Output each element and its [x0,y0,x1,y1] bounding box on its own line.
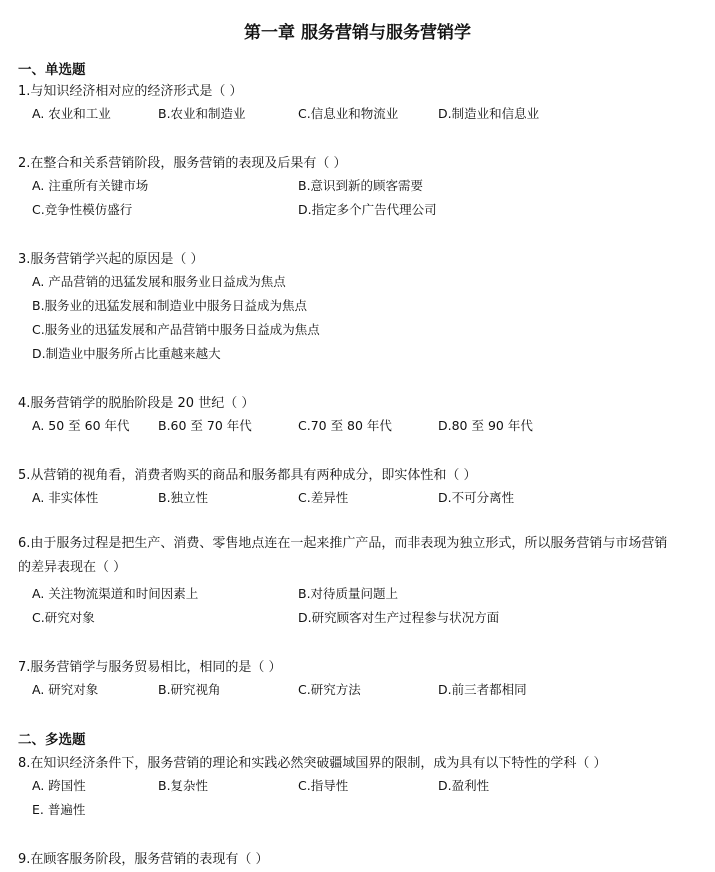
section-heading-multiple-choice: 二、多选题 [18,732,86,748]
question-7-option-d: D.前三者都相同 [438,682,527,697]
question-5-option-b: B.独立性 [158,490,209,505]
question-2: 2.在整合和关系营销阶段，服务营销的表现及后果有（ ） [18,156,347,171]
question-5-option-a: A. 非实体性 [32,490,99,505]
question-8-option-e: E. 普遍性 [32,802,86,817]
question-4-option-b: B.60 至 70 年代 [158,418,252,433]
question-5-option-d: D.不可分离性 [438,490,515,505]
question-3-option-c: C.服务业的迅猛发展和产品营销中服务日益成为焦点 [32,322,320,337]
question-1-option-d: D.制造业和信息业 [438,106,540,121]
question-8-option-c: C.指导性 [298,778,349,793]
question-2-option-b: B.意识到新的顾客需要 [298,178,424,193]
question-2-option-c: C.竞争性模仿盛行 [32,202,133,217]
question-8-option-d: D.盈利性 [438,778,490,793]
question-1-option-a: A. 农业和工业 [32,106,111,121]
question-1-option-c: C.信息业和物流业 [298,106,399,121]
question-5-option-c: C.差异性 [298,490,349,505]
question-4-option-a: A. 50 至 60 年代 [32,418,130,433]
chapter-title: 第一章 服务营销与服务营销学 [244,23,471,43]
question-6-option-b: B.对待质量问题上 [298,586,399,601]
question-7: 7.服务营销学与服务贸易相比，相同的是（ ） [18,660,282,675]
question-2-option-a: A. 注重所有关键市场 [32,178,149,193]
question-6-option-d: D.研究顾客对生产过程参与状况方面 [298,610,500,625]
question-3-option-a: A. 产品营销的迅猛发展和服务业日益成为焦点 [32,274,286,289]
question-4-option-c: C.70 至 80 年代 [298,418,392,433]
question-4: 4.服务营销学的脱胎阶段是 20 世纪（ ） [18,396,255,411]
question-3-option-b: B.服务业的迅猛发展和制造业中服务日益成为焦点 [32,298,308,313]
question-3: 3.服务营销学兴起的原因是（ ） [18,252,204,267]
question-7-option-c: C.研究方法 [298,682,361,697]
question-6-option-c: C.研究对象 [32,610,95,625]
question-7-option-b: B.研究视角 [158,682,221,697]
question-8: 8.在知识经济条件下，服务营销的理论和实践必然突破疆域国界的限制，成为具有以下特性的学科（ ） [18,756,607,771]
question-6-option-a: A. 关注物流渠道和时间因素上 [32,586,199,601]
question-7-option-a: A. 研究对象 [32,682,99,697]
section-heading-single-choice: 一、单选题 [18,62,86,78]
question-6: 6.由于服务过程是把生产、消费、零售地点连在一起来推广产品，而非表现为独立形式，所以服务营销与市场营销的差异表现在（ ） [18,536,668,575]
question-2-option-d: D.指定多个广告代理公司 [298,202,437,217]
question-9: 9.在顾客服务阶段，服务营销的表现有（ ） [18,852,269,867]
question-8-option-a: A. 跨国性 [32,778,86,793]
question-4-option-d: D.80 至 90 年代 [438,418,533,433]
question-1-option-b: B.农业和制造业 [158,106,246,121]
question-3-option-d: D.制造业中服务所占比重越来越大 [32,346,221,361]
question-1: 1.与知识经济相对应的经济形式是（ ） [18,84,243,99]
question-5: 5.从营销的视角看，消费者购买的商品和服务都具有两种成分，即实体性和（ ） [18,468,477,483]
question-8-option-b: B.复杂性 [158,778,209,793]
